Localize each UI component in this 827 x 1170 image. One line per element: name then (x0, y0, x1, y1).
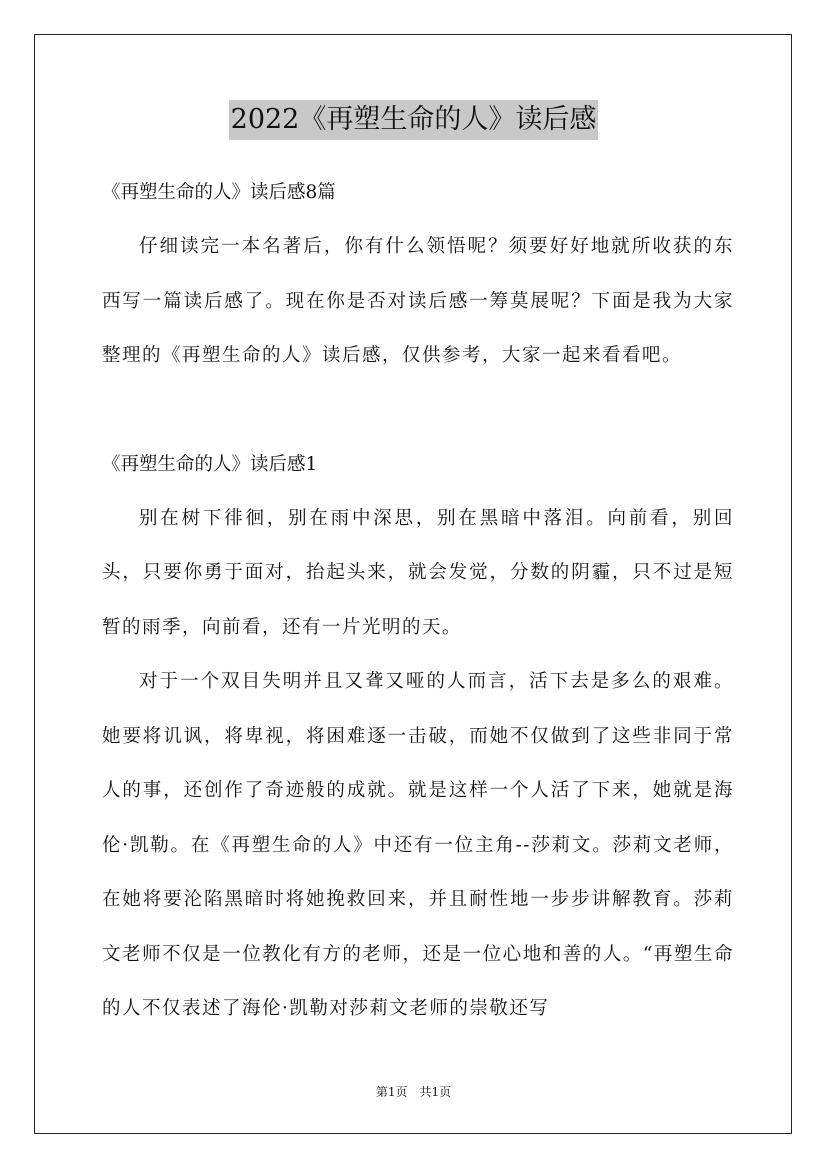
document-body (102, 166, 734, 1037)
document-heading: 《再塑生命的人》读后感8篇 (102, 182, 336, 203)
body-paragraph: 别在树下徘徊，别在雨中深思，别在黑暗中落泪。向前看，别回头，只要你勇于面对，抬起头来，就会发觉，分数的阴霾，只不过是短暂的雨季，向前看，还有一片光明的天。 (102, 507, 734, 638)
intro-paragraph: 仔细读完一本名著后，你有什么领悟呢？须要好好地就所收获的东西写一篇读后感了。现在你是否对读后感一筹莫展呢？下面是我为大家整理的《再塑生命的人》读后感，仅供参考，大家一起来看看吧。 (102, 236, 734, 366)
body-paragraph: 对于一个双目失明并且又聋又哑的人而言，活下去是多么的艰难。她要将讥讽，将卑视，将困难逐一击破，而她不仅做到了这些非同于常人的事，还创作了奇迹般的成就。就是这样一个人活了下来，她就是海伦·凯勒。在《再塑生命的人》中还有一位主角--莎莉文。莎莉文老师，在她将要沦陷黑暗时将她挽救回来，并且耐性地一步步讲解教育。莎莉文老师不仅是一位教化有方的老师，还是一位心地和善的人。“再塑生命的人不仅表述了海伦·凯勒对莎莉文老师的崇敬还写 (102, 671, 734, 1019)
section-heading: 《再塑生命的人》读后感1 (102, 453, 318, 475)
page-footer (0, 1082, 827, 1102)
page-number: 第1页 共1页 (375, 1085, 452, 1099)
section-gap (102, 384, 734, 438)
title-wrap (0, 100, 827, 140)
document-title: 2022《再塑生命的人》读后感 (229, 100, 599, 140)
